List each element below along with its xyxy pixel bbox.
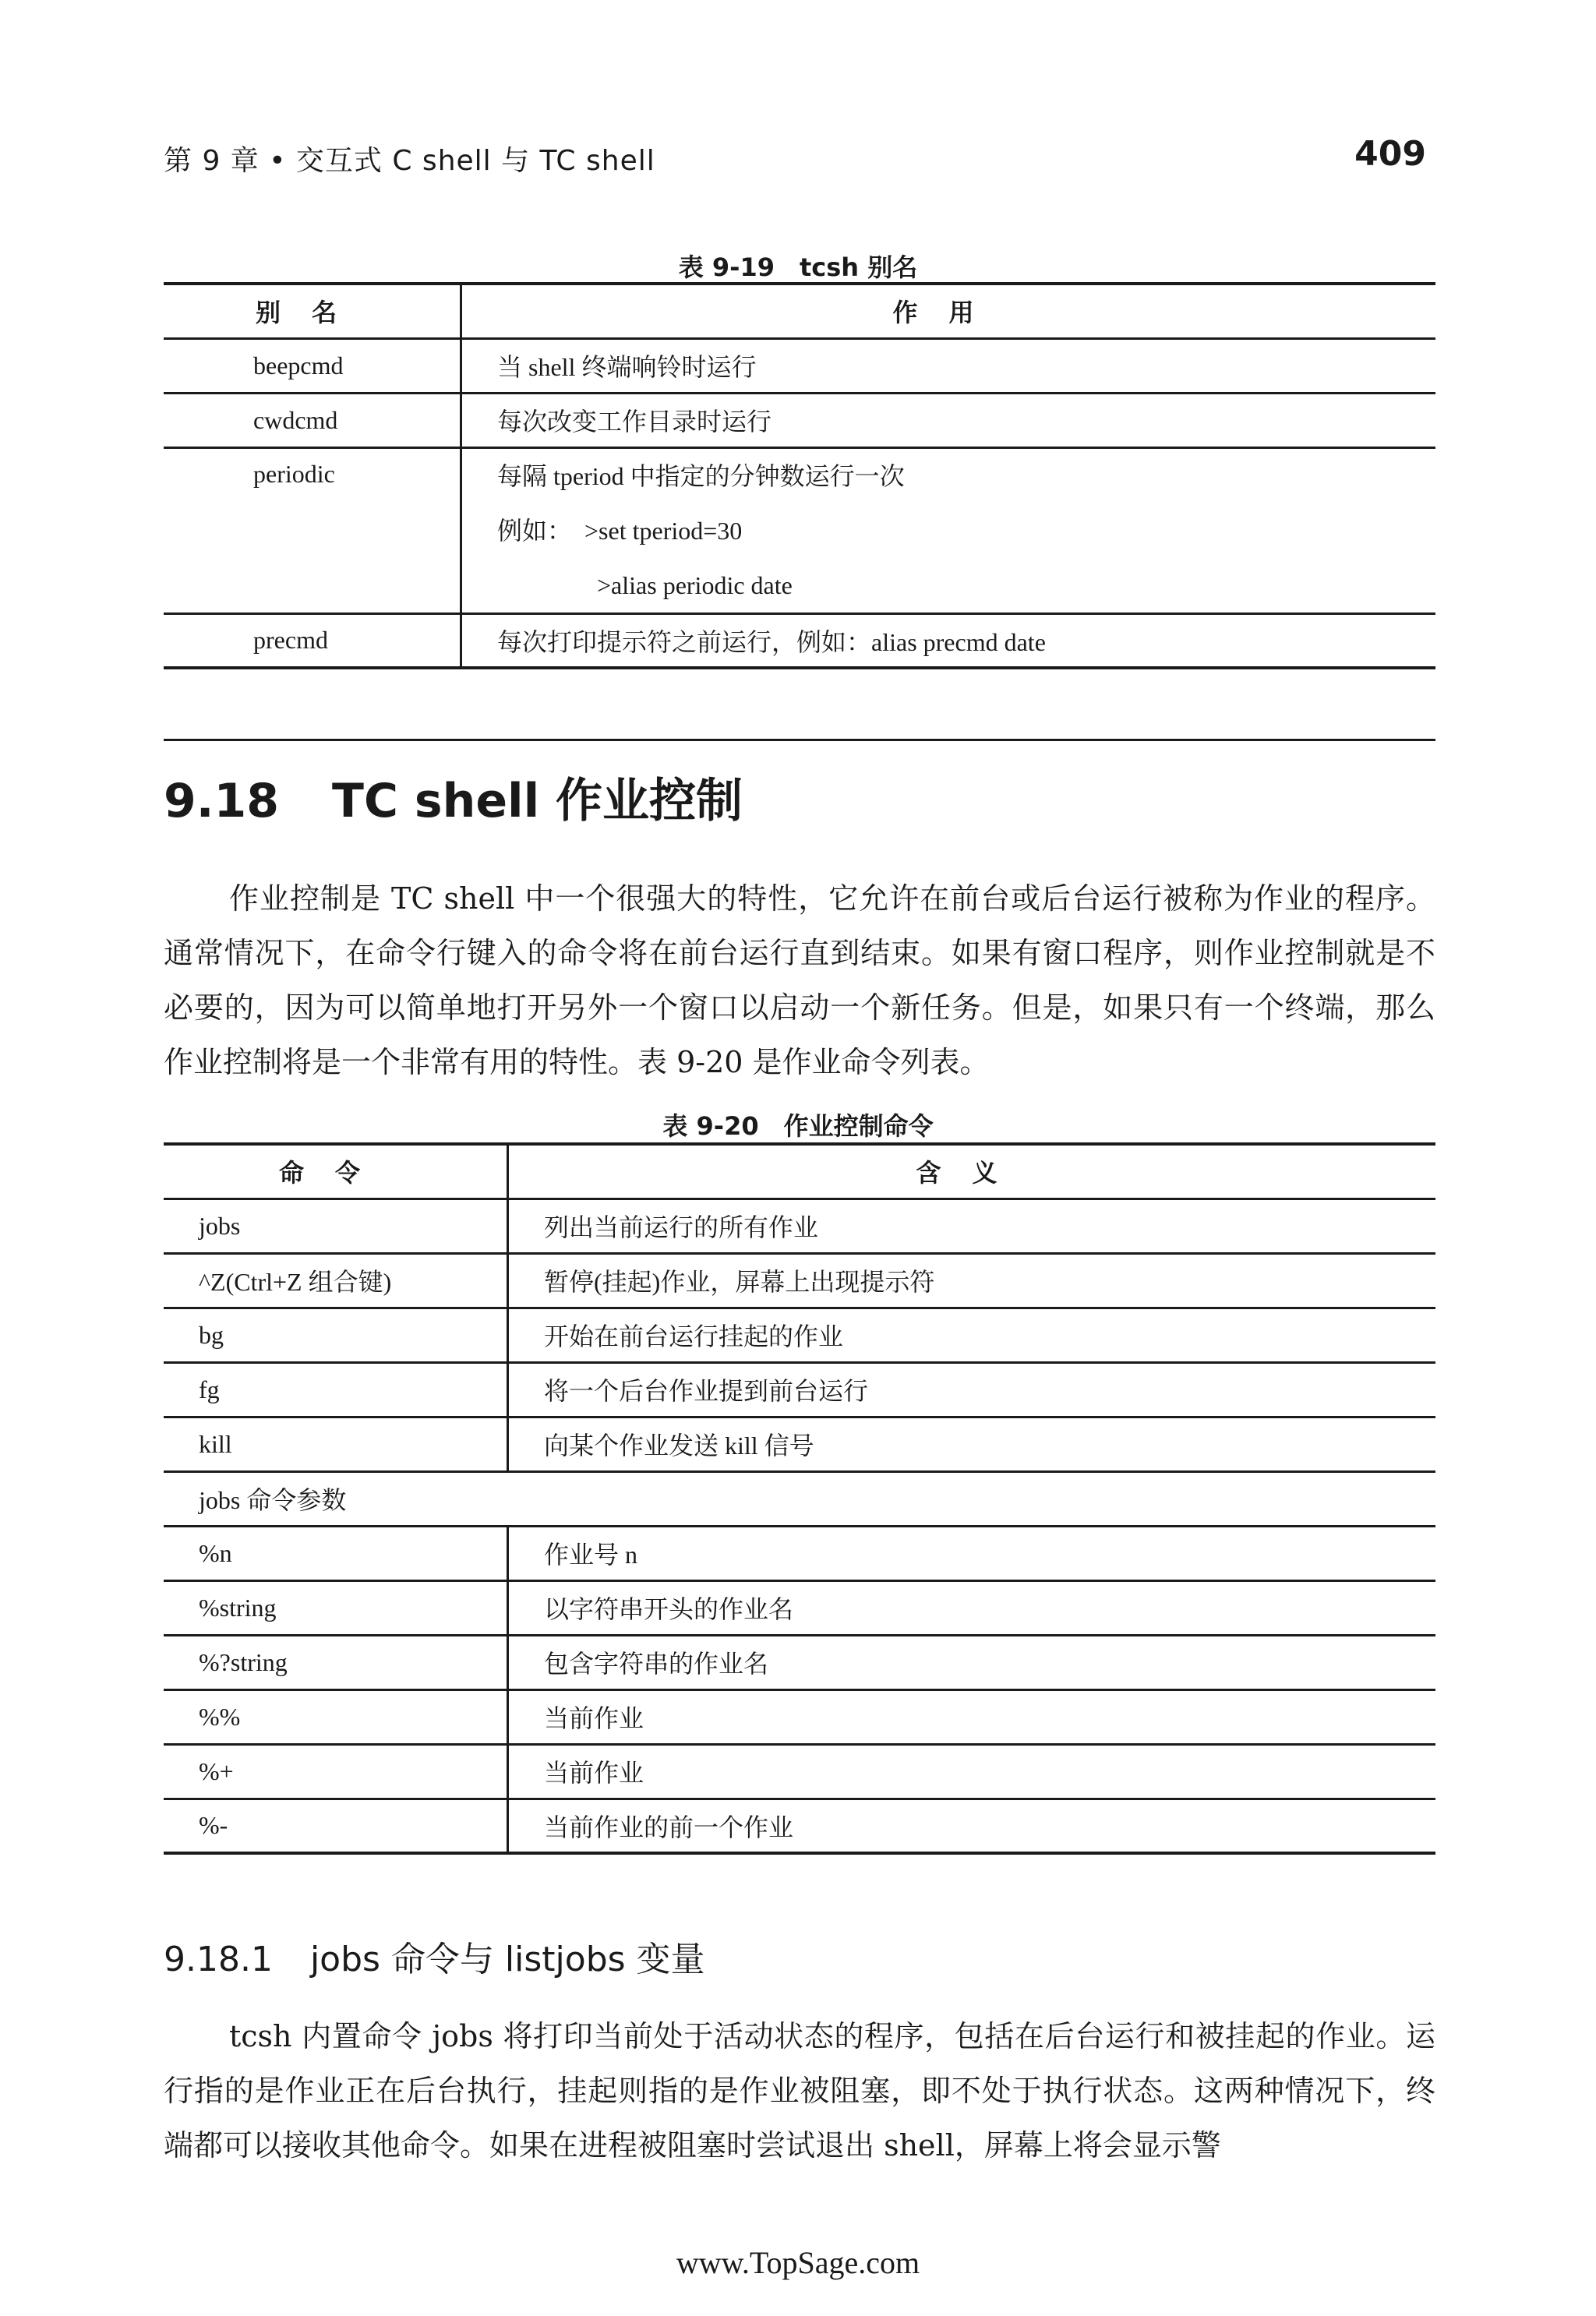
alias-desc-cell: 当 shell 终端响铃时运行: [461, 338, 1436, 393]
meaning-cell: 作业号 n: [508, 1526, 1436, 1580]
alias-cell: cwdcmd: [164, 393, 461, 447]
alias-desc-cell: 每次改变工作目录时运行: [461, 393, 1436, 447]
page-number: 409: [1354, 134, 1426, 174]
command-cell: bg: [164, 1308, 508, 1362]
meaning-cell: 列出当前运行的所有作业: [508, 1199, 1436, 1253]
command-cell: %?string: [164, 1635, 508, 1689]
meaning-cell: 将一个后台作业提到前台运行: [508, 1362, 1436, 1417]
table-caption: 表 9-19 tcsh 别名: [678, 252, 918, 282]
meaning-cell: 向某个作业发送 kill 信号: [508, 1417, 1436, 1471]
table-row: [164, 1799, 1435, 1853]
subsection-heading: [164, 1931, 705, 1981]
subsection-number: 9.18.1: [164, 1940, 273, 1979]
table-row: [164, 1526, 1435, 1580]
body-paragraph: tcsh 内置命令 jobs 将打印当前处于活动状态的程序，包括在后台运行和被挂起的作业。运行指的是作业正在后台执行，挂起则指的是作业被阻塞，即不处于执行状态。这两种情况下，终端都可以接收其他命令。如果在进程被阻塞时尝试退出 shell，屏幕上将会显示警: [164, 2019, 1435, 2162]
command-cell: ^Z(Ctrl+Z 组合键): [164, 1253, 508, 1308]
command-cell: fg: [164, 1362, 508, 1417]
command-cell: jobs: [164, 1199, 508, 1253]
alias-desc-cell: [461, 447, 1436, 613]
section-title: TC shell 作业控制: [332, 774, 743, 828]
body-paragraph: 作业控制是 TC shell 中一个很强大的特性，它允许在前台或后台运行被称为作业的程序。通常情况下，在命令行键入的命令将在前台运行直到结束。如果有窗口程序，则作业控制就是不必要的，因为可以简单地打开另外一个窗口以启动一个新任务。但是，如果只有一个终端，那么作业控制将是一个非常有用的特性。表 9-20 是作业命令列表。: [164, 881, 1435, 1079]
table-row: [164, 447, 1435, 613]
meaning-cell: 当前作业: [508, 1744, 1436, 1799]
table-row: [164, 393, 1435, 447]
table-row: [164, 1689, 1435, 1744]
meaning-cell: 当前作业: [508, 1689, 1436, 1744]
meaning-cell: 当前作业的前一个作业: [508, 1799, 1436, 1853]
desc-line: >alias periodic date: [497, 570, 793, 599]
meaning-cell: 暂停(挂起)作业，屏幕上出现提示符: [508, 1253, 1436, 1308]
footer-url: www.TopSage.com: [676, 2245, 920, 2280]
section-number: 9.18: [164, 774, 280, 828]
table-header: 别名: [164, 284, 461, 338]
alias-table: [164, 282, 1435, 669]
table-row: [164, 613, 1435, 668]
table-header: 含义: [508, 1144, 1436, 1199]
alias-cell: periodic: [164, 447, 461, 613]
table-row: [164, 1471, 1435, 1526]
alias-cell: beepcmd: [164, 338, 461, 393]
table-header: 作用: [461, 284, 1436, 338]
table-row: [164, 1199, 1435, 1253]
command-cell: %%: [164, 1689, 508, 1744]
section-heading: [164, 764, 743, 831]
table-caption: 表 9-20 作业控制命令: [662, 1111, 934, 1141]
table-row: [164, 338, 1435, 393]
table-row: [164, 1580, 1435, 1635]
section-rule: [164, 739, 1435, 741]
desc-line: 每隔 tperiod 中指定的分钟数运行一次: [497, 461, 905, 490]
running-head: 第 9 章 • 交互式 C shell 与 TC shell: [164, 145, 655, 177]
table-row: [164, 1744, 1435, 1799]
meaning-cell: 开始在前台运行挂起的作业: [508, 1308, 1436, 1362]
command-cell: %-: [164, 1799, 508, 1853]
meaning-cell: 包含字符串的作业名: [508, 1635, 1436, 1689]
table-row: [164, 1253, 1435, 1308]
table-row: [164, 1362, 1435, 1417]
table-row: [164, 1635, 1435, 1689]
table-row: [164, 1308, 1435, 1362]
command-cell: kill: [164, 1417, 508, 1471]
subsection-title: jobs 命令与 listjobs 变量: [309, 1940, 705, 1979]
command-cell: %string: [164, 1580, 508, 1635]
alias-desc-cell: 每次打印提示符之前运行，例如：alias precmd date: [461, 613, 1436, 668]
command-cell: %+: [164, 1744, 508, 1799]
table-header: 命令: [164, 1144, 508, 1199]
command-cell: %n: [164, 1526, 508, 1580]
job-control-table: [164, 1142, 1435, 1855]
table-row: [164, 1417, 1435, 1471]
alias-cell: precmd: [164, 613, 461, 668]
table-subheading-cell: jobs 命令参数: [164, 1471, 1435, 1526]
desc-line: 例如： >set tperiod=30: [497, 516, 743, 545]
meaning-cell: 以字符串开头的作业名: [508, 1580, 1436, 1635]
